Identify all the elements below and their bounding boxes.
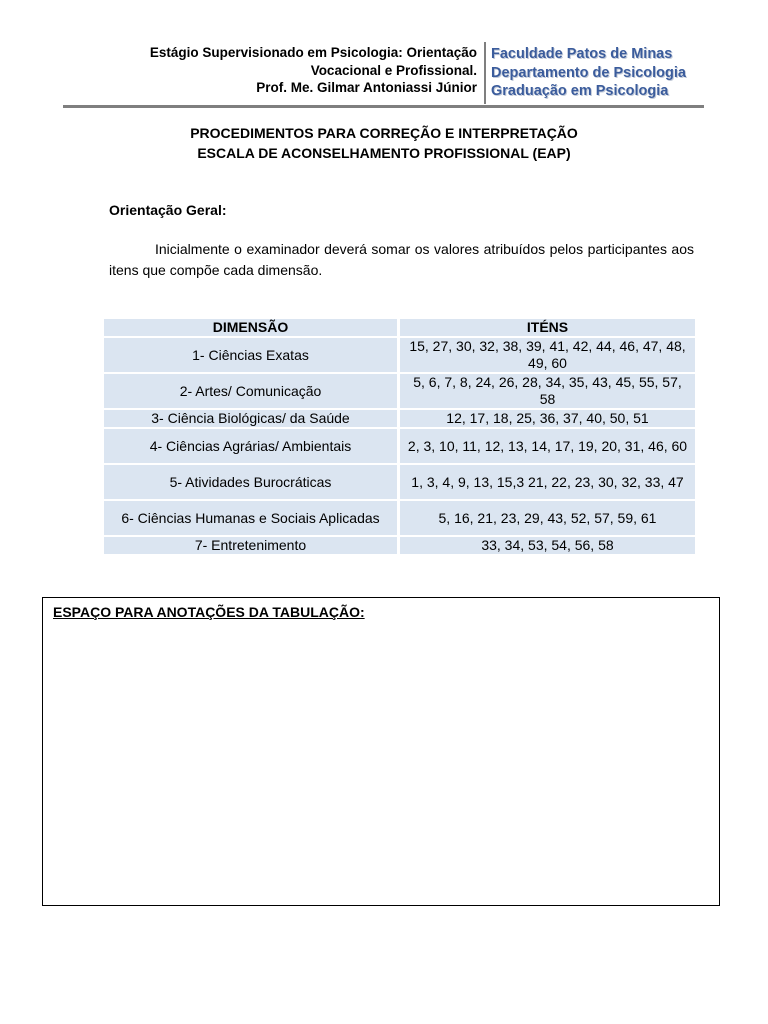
dimension-cell: 6- Ciências Humanas e Sociais Aplicadas xyxy=(104,501,397,535)
header-course-line: Estágio Supervisionado em Psicologia: Orientação xyxy=(149,45,477,60)
intro-paragraph: Inicialmente o examinador deverá somar os valores atribuídos pelos participantes aos itens que compõe cada dimensão. xyxy=(109,241,694,278)
dimensions-table xyxy=(101,317,698,556)
table-row xyxy=(104,429,695,463)
dimension-cell: 7- Entretenimento xyxy=(104,537,397,554)
dimension-cell: 5- Atividades Burocráticas xyxy=(104,465,397,499)
dimension-cell: 1- Ciências Exatas xyxy=(104,338,397,372)
table-row xyxy=(104,537,695,554)
notes-box[interactable] xyxy=(42,597,720,906)
items-cell: 12, 17, 18, 25, 36, 37, 40, 50, 51 xyxy=(400,410,695,427)
items-cell: 5, 16, 21, 23, 29, 43, 52, 57, 59, 61 xyxy=(400,501,695,535)
column-header-items: ITÉNS xyxy=(400,319,695,336)
header-course-info xyxy=(60,44,477,97)
table-row xyxy=(104,410,695,427)
header-professor-line: Prof. Me. Gilmar Antoniassi Júnior xyxy=(256,80,477,95)
title-line-1: PROCEDIMENTOS PARA CORREÇÃO E INTERPRETAÇÃO xyxy=(190,125,578,141)
page-title xyxy=(60,123,708,163)
header-institution-line: Faculdade Patos de Minas xyxy=(491,46,673,62)
header-department-line: Departamento de Psicologia xyxy=(491,64,686,81)
items-cell: 33, 34, 53, 54, 56, 58 xyxy=(400,537,695,554)
dimension-cell: 2- Artes/ Comunicação xyxy=(104,374,397,408)
column-header-dimension: DIMENSÃO xyxy=(104,319,397,336)
items-cell: 15, 27, 30, 32, 38, 39, 41, 42, 44, 46, 47, 48, 49, 60 xyxy=(400,338,695,372)
header-program-line: Graduação em Psicologia xyxy=(491,83,669,99)
dimension-cell: 4- Ciências Agrárias/ Ambientais xyxy=(104,429,397,463)
table-row xyxy=(104,374,695,408)
table-row xyxy=(104,338,695,372)
header-vertical-divider xyxy=(484,42,486,104)
header-rule xyxy=(63,105,704,108)
table-header-row xyxy=(104,319,695,336)
notes-label: ESPAÇO PARA ANOTAÇÕES DA TABULAÇÃO: xyxy=(53,604,365,620)
items-cell: 5, 6, 7, 8, 24, 26, 28, 34, 35, 43, 45, 55, 57, 58 xyxy=(400,374,695,408)
header-institution-info xyxy=(491,45,686,101)
items-cell: 1, 3, 4, 9, 13, 15,3 21, 22, 23, 30, 32, 33, 47 xyxy=(400,465,695,499)
dimension-cell: 3- Ciência Biológicas/ da Saúde xyxy=(104,410,397,427)
title-line-2: ESCALA DE ACONSELHAMENTO PROFISSIONAL (EAP) xyxy=(197,145,571,161)
table-row xyxy=(104,501,695,535)
section-heading: Orientação Geral: xyxy=(109,202,227,218)
header-course-line: Vocacional e Profissional. xyxy=(310,62,477,78)
table-row xyxy=(104,465,695,499)
items-cell: 2, 3, 10, 11, 12, 13, 14, 17, 19, 20, 31, 46, 60 xyxy=(400,429,695,463)
